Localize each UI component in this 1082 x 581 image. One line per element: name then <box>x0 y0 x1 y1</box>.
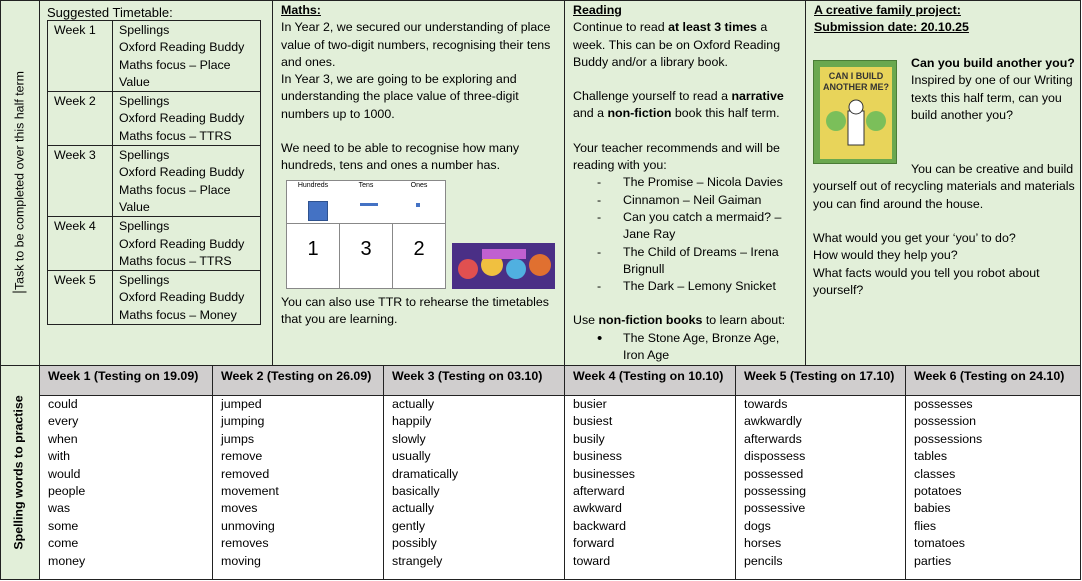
timetable-tasks: Spellings Oxford Reading Buddy Maths focus – Money <box>113 271 261 325</box>
list-item: horses <box>744 536 782 551</box>
list-item: possession <box>914 414 976 429</box>
maths-para4: You can also use TTR to rehearse the timetables that you are learning. <box>281 295 549 327</box>
list-item: dramatically <box>392 466 459 481</box>
book-cover-title: CAN I BUILD ANOTHER ME? <box>823 71 889 92</box>
list-item: dispossess <box>744 449 806 464</box>
list-item: babies <box>914 501 951 516</box>
spelling-header-week4: Week 4 (Testing on 10.10) <box>573 369 724 383</box>
list-item: awkward <box>573 501 622 516</box>
list-item: jumps <box>221 431 255 446</box>
spelling-list-week6 <box>906 396 1080 570</box>
list-item: tables <box>914 449 948 464</box>
timetable-week: Week 2 <box>48 92 113 146</box>
list-item: people <box>48 483 86 498</box>
list-item: jumping <box>221 414 265 429</box>
list-item: parties <box>914 553 952 568</box>
list-item: businesses <box>573 466 635 481</box>
list-item: possessive <box>744 501 806 516</box>
list-item: toward <box>573 553 611 568</box>
list-item: could <box>48 397 78 411</box>
list-item: - Cinnamon – Neil Gaiman <box>573 192 785 209</box>
side-label-bottom: Spelling words to practise <box>11 395 26 550</box>
list-item: busier <box>573 397 607 411</box>
list-item: pencils <box>744 553 783 568</box>
project-question: Can you build another you? Inspired by one of our Writing texts this half term, can you build another you? <box>911 55 1076 141</box>
maths-para1: In Year 2, we secured our understanding of place value of two-digit numbers, recognising their tens and ones. <box>281 20 551 69</box>
project-question-1: What would you get your ‘you’ to do? <box>813 231 1016 245</box>
topic-list <box>573 330 797 365</box>
pv-header-ones: Ones <box>410 182 428 189</box>
list-item: some <box>48 518 79 533</box>
list-item: possessed <box>744 466 804 481</box>
list-item: afterward <box>573 483 625 498</box>
list-item: • The Stone Age, Bronze Age, Iron Age <box>573 330 785 365</box>
spelling-list-week1 <box>40 396 212 570</box>
timetable-tasks: Spellings Oxford Reading Buddy Maths focus – TTRS <box>113 217 261 271</box>
maths-section <box>273 2 564 175</box>
spelling-list-week3 <box>384 396 564 570</box>
list-item: busiest <box>573 414 613 429</box>
project-heading: A creative family project: <box>814 3 961 17</box>
spelling-header-week5: Week 5 (Testing on 17.10) <box>744 369 895 383</box>
pv-digit-tens: 3 <box>360 238 372 260</box>
list-item: was <box>48 501 71 516</box>
list-item: flies <box>914 518 937 533</box>
timetable-tasks: Spellings Oxford Reading Buddy Maths focus – Place Value <box>113 21 261 92</box>
timetable-row <box>48 217 261 271</box>
timetable <box>47 20 261 325</box>
list-item: strangely <box>392 553 443 568</box>
timetable-week: Week 4 <box>48 217 113 271</box>
list-item: happily <box>392 414 432 429</box>
project-section <box>806 2 1080 37</box>
reading-para3: Your teacher recommends and will be reading with you: <box>573 140 780 173</box>
ten-rod-icon <box>360 203 378 206</box>
reading-heading: Reading <box>573 3 622 17</box>
list-item: afterwards <box>744 431 802 446</box>
timetable-week: Week 5 <box>48 271 113 325</box>
list-item: possesses <box>914 397 973 411</box>
pv-digit-hundreds: 1 <box>307 238 319 260</box>
maths-heading: Maths: <box>281 3 321 17</box>
pv-header-tens: Tens <box>358 182 374 189</box>
timetable-row <box>48 21 261 92</box>
list-item: removed <box>221 466 270 481</box>
list-item: dogs <box>744 518 771 533</box>
spelling-header-week2: Week 2 (Testing on 26.09) <box>221 369 372 383</box>
list-item: tomatoes <box>914 536 965 551</box>
timetable-tasks: Spellings Oxford Reading Buddy Maths focus – Place Value <box>113 146 261 217</box>
timetable-tasks: Spellings Oxford Reading Buddy Maths focus – TTRS <box>113 92 261 146</box>
list-item: gently <box>392 518 426 533</box>
spelling-list-week4 <box>565 396 735 570</box>
list-item: - Can you catch a mermaid? – Jane Ray <box>573 209 785 244</box>
timetable-title: Suggested Timetable: <box>47 5 173 20</box>
list-item: awkwardly <box>744 414 802 429</box>
project-para2: You can be creative and build yourself out of recycling materials and materials you can find around the house. <box>813 162 1075 211</box>
place-value-chart <box>286 180 446 289</box>
maths-para3: We need to be able to recognise how many hundreds, tens and ones a number has. <box>281 141 520 173</box>
list-item: movement <box>221 483 279 498</box>
list-item: - The Dark – Lemony Snicket <box>573 278 785 295</box>
list-item: backward <box>573 518 627 533</box>
list-item: unmoving <box>221 518 275 533</box>
project-question-3: What facts would you tell you robot about yourself? <box>813 265 1040 297</box>
spelling-list-week5 <box>736 396 905 570</box>
spelling-header-week3: Week 3 (Testing on 03.10) <box>392 369 543 383</box>
list-item: classes <box>914 466 956 481</box>
project-question-2: How would they help you? <box>813 248 958 263</box>
list-item: possibly <box>392 536 437 551</box>
reading-section <box>565 2 805 364</box>
reading-para4: Use non-fiction books to learn about: <box>573 313 786 328</box>
list-item: when <box>48 431 78 446</box>
book-list <box>573 174 797 295</box>
list-item: would <box>48 466 81 481</box>
project-date: Submission date: 20.10.25 <box>814 20 969 35</box>
project-questions <box>813 230 1076 299</box>
list-item: with <box>48 449 71 464</box>
list-item: possessing <box>744 483 806 498</box>
list-item: possessions <box>914 431 983 446</box>
list-item: - The Child of Dreams – Irena Brignull <box>573 244 785 279</box>
timetable-row <box>48 92 261 146</box>
timetable-row <box>48 146 261 217</box>
list-item: forward <box>573 536 615 551</box>
list-item: usually <box>392 449 431 464</box>
ttrs-logo-image <box>452 243 555 289</box>
side-label-top: Task to be completed over this half term <box>12 71 27 291</box>
spelling-header-week6: Week 6 (Testing on 24.10) <box>914 369 1065 383</box>
list-item: potatoes <box>914 483 962 498</box>
pv-digit-ones: 2 <box>413 238 425 260</box>
one-cube-icon <box>416 203 420 207</box>
list-item: towards <box>744 397 788 411</box>
reading-para1: Continue to read at least 3 times a week. This can be on Oxford Reading Buddy and/or a library book. <box>573 20 781 69</box>
list-item: - The Promise – Nicola Davies <box>573 174 785 191</box>
timetable-week: Week 3 <box>48 146 113 217</box>
list-item: actually <box>392 501 435 516</box>
list-item: business <box>573 449 622 464</box>
list-item: busily <box>573 431 605 446</box>
list-item: slowly <box>392 431 426 446</box>
list-item: remove <box>221 449 263 464</box>
list-item: jumped <box>221 397 262 411</box>
spelling-list-week2 <box>213 396 383 570</box>
project-para1: Inspired by one of our Writing texts this half term, can you build another you? <box>911 73 1073 122</box>
maths-para2: In Year 3, we are going to be exploring and understanding the place value of three-digit numbers up to 1000. <box>281 72 519 121</box>
list-item: moves <box>221 501 258 516</box>
list-item: basically <box>392 483 440 498</box>
list-item: come <box>48 536 79 551</box>
spelling-header-week1: Week 1 (Testing on 19.09) <box>48 369 199 383</box>
list-item: every <box>48 414 79 429</box>
list-item: actually <box>392 397 435 411</box>
book-cover-image <box>813 60 897 164</box>
list-item: money <box>48 553 86 568</box>
hundred-square-icon <box>308 201 328 221</box>
timetable-week: Week 1 <box>48 21 113 92</box>
timetable-row <box>48 271 261 325</box>
list-item: removes <box>221 536 269 551</box>
reading-para2: Challenge yourself to read a narrative and a non-fiction book this half term. <box>573 89 784 121</box>
list-item: moving <box>221 553 261 568</box>
pv-header-hundreds: Hundreds <box>297 182 329 189</box>
